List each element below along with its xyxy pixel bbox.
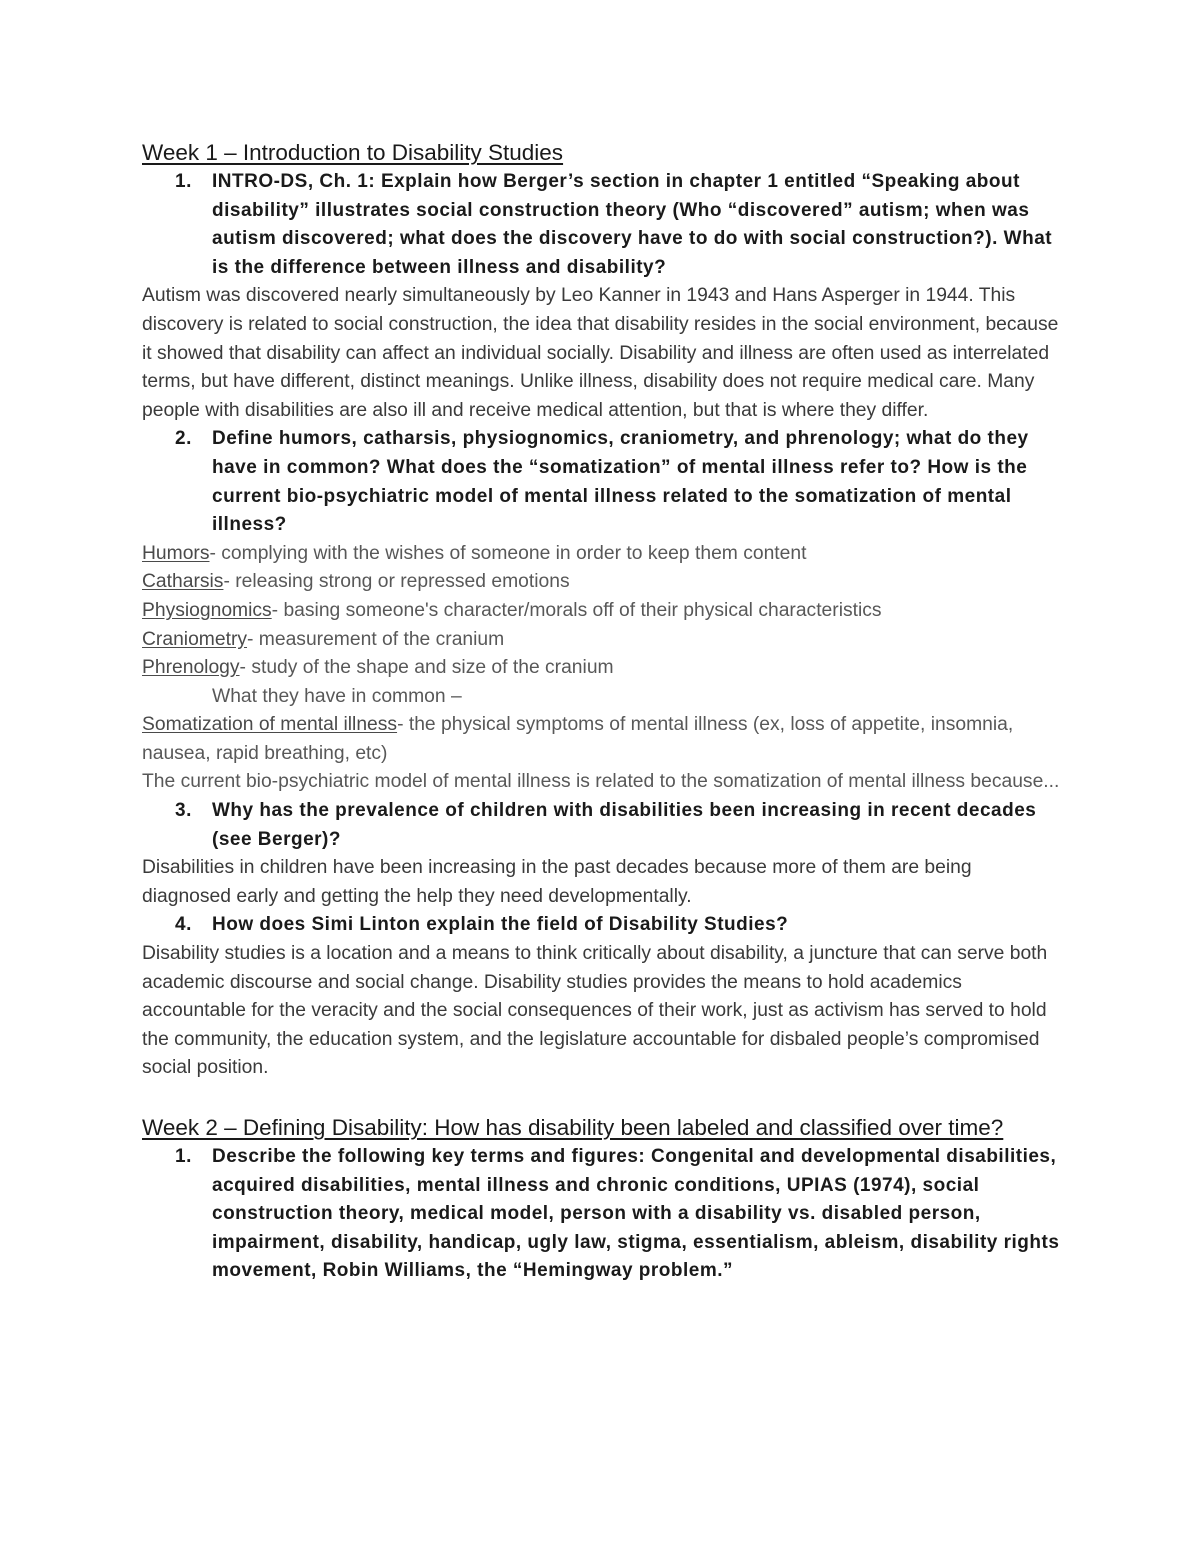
definition-physiognomics xyxy=(142,597,1062,626)
answer-3: Disabilities in children have been increasing in the past decades because more of them are being diagnosed early and getting the help they need developmentally. xyxy=(142,857,972,907)
question-text: INTRO-DS, Ch. 1: Explain how Berger’s section in chapter 1 entitled “Speaking about disability” illustrates social construction theory (Who “discovered” autism; when was autism discovered; what does the discovery have to do with social construction?). What is the difference between illness and disability? xyxy=(212,171,1053,278)
definition-somatization xyxy=(142,711,1062,768)
definition-catharsis xyxy=(142,568,1062,597)
question-text: Describe the following key terms and figures: Congenital and developmental disabilities, acquired disabilities, mental illness and chronic conditions, UPIAS (1974), social construction theory, medical model, person with a disability vs. disabled person, impairment, disability, handicap, ugly law, stigma, essentialism, ableism, disability rights movement, Robin Williams, the “Hemingway problem.” xyxy=(212,1146,1060,1282)
definition-term: Craniometry xyxy=(142,628,248,650)
definition-text: - releasing strong or repressed emotions xyxy=(223,571,570,593)
question-1 xyxy=(142,168,1062,282)
question-1 xyxy=(142,1143,1062,1286)
document-page xyxy=(142,138,1062,1286)
definition-humors xyxy=(142,540,1062,569)
question-number: 3. xyxy=(175,800,192,822)
question-text: Define humors, catharsis, physiognomics, craniometry, and phrenology; what do they have in common? What does the “somatization” of mental illness refer to? How is the current bio-psychiatric model of mental illness related to the somatization of mental illness? xyxy=(212,428,1029,536)
question-number: 4. xyxy=(175,914,192,936)
definition-text: - basing someone's character/morals off of their physical characteristics xyxy=(271,599,882,621)
question-3 xyxy=(142,797,1062,854)
definition-term: Humors xyxy=(142,542,210,564)
week1-heading: Week 1 – Introduction to Disability Studies xyxy=(142,140,564,165)
question-4 xyxy=(142,911,1062,940)
definition-term: Phrenology xyxy=(142,657,240,679)
definition-term: Somatization of mental illness xyxy=(142,714,398,736)
question-number: 1. xyxy=(175,171,192,192)
definition-text: - complying with the wishes of someone in order to keep them content xyxy=(209,542,807,564)
definition-craniometry xyxy=(142,626,1062,655)
question-2 xyxy=(142,425,1062,539)
question-text: Why has the prevalence of children with disabilities been increasing in recent decades (see Berger)? xyxy=(212,800,1037,850)
week2-heading: Week 2 – Defining Disability: How has disability been labeled and classified over time? xyxy=(142,1115,1004,1140)
definition-text: - study of the shape and size of the cranium xyxy=(239,657,614,679)
biopsychiatric-answer: The current bio-psychiatric model of mental illness is related to the somatization of mental illness because... xyxy=(142,771,1060,793)
definition-term: Physiognomics xyxy=(142,599,272,621)
definition-text: - measurement of the cranium xyxy=(247,628,505,650)
answer-1: Autism was discovered nearly simultaneously by Leo Kanner in 1943 and Hans Asperger in 1944. This discovery is related to social construction, the idea that disability resides in the social environment, because it showed that disability can affect an individual socially. Disability and illness are often used as interrelated terms, but have different, distinct meanings. Unlike illness, disability does not require medical care. Many people with disabilities are also ill and receive medical attention, but that is where they differ. xyxy=(142,285,1059,421)
question-number: 2. xyxy=(175,428,192,450)
definition-text: - the physical symptoms of mental illness (ex, loss of appetite, insomnia, nausea, rapid breathing, etc) xyxy=(142,714,1014,764)
question-number: 1. xyxy=(175,1146,192,1167)
common-note: What they have in common – xyxy=(212,685,462,707)
definition-phrenology xyxy=(142,654,1062,683)
answer-4: Disability studies is a location and a means to think critically about disability, a juncture that can serve both academic discourse and social change. Disability studies provides the means to hold academics accountable for the veracity and the social consequences of their work, just as activism has served to hold the community, the education system, and the legislature accountable for disbaled people’s compromised social position. xyxy=(142,943,1048,1079)
question-text: How does Simi Linton explain the field of Disability Studies? xyxy=(212,914,789,936)
definition-term: Catharsis xyxy=(142,571,224,593)
